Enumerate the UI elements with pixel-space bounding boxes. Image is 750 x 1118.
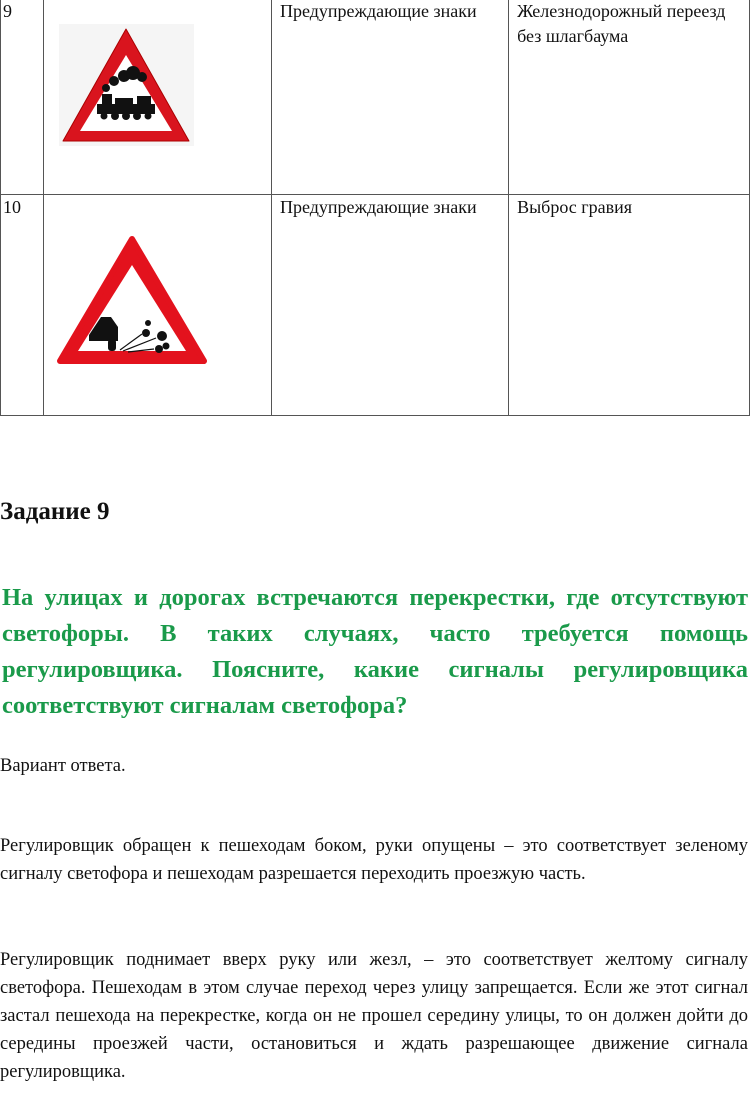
table-row bbox=[1, 0, 750, 195]
road-signs-table bbox=[0, 0, 750, 416]
sign-image-cell bbox=[44, 0, 272, 195]
answer-paragraph-yellow-signal: Регулировщик поднимает вверх руку или жезл, – это соответствует желтому сигналу светофора. Пешеходам в этом случае переход через улицу запрещается. Если же этот сигнал застал пешехода на перекрестке, когда он не прошел середину улицы, то он должен дойти до середины проезжей части, остановиться и ждать разрешающее движение сигнала регулировщика. bbox=[0, 950, 748, 1082]
sign-number: 9 bbox=[1, 0, 44, 195]
sign-type: Предупреждающие знаки bbox=[271, 195, 508, 416]
sign-type: Предупреждающие знаки bbox=[271, 0, 508, 195]
answer-label: Вариант ответа. bbox=[0, 756, 126, 776]
task-heading: Задание 9 bbox=[0, 498, 110, 525]
task-question: На улицах и дорогах встречаются перекрестки, где отсутствуют светофоры. В таких случаях, часто требуется помощь регулировщика. Поясните, какие сигналы регулировщика соответствуют сигналам светофора? bbox=[2, 584, 748, 719]
sign-number: 10 bbox=[1, 195, 44, 416]
gravel-ejection-sign-icon bbox=[56, 235, 208, 365]
sign-name: Железнодорожный переезд без шлагбаума bbox=[509, 0, 750, 195]
sign-name: Выброс гравия bbox=[509, 195, 750, 416]
table-row bbox=[1, 195, 750, 416]
sign-image-cell bbox=[44, 195, 272, 416]
railway-crossing-sign-icon bbox=[59, 24, 194, 146]
answer-paragraph-green-signal: Регулировщик обращен к пешеходам боком, руки опущены – это соответствует зеленому сигналу светофора и пешеходам разрешается переходить проезжую часть. bbox=[0, 836, 748, 884]
